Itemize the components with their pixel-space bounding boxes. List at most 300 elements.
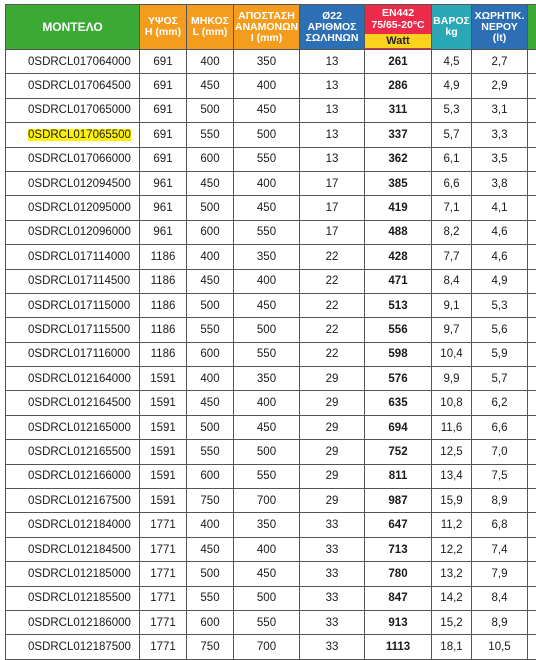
table-row xyxy=(6,196,536,220)
distance-cell xyxy=(234,440,300,464)
weight-cell xyxy=(432,513,472,537)
height-cell-value: 1591 xyxy=(150,373,176,385)
water-capacity-cell xyxy=(472,147,528,171)
table-row xyxy=(6,537,536,561)
tube-count-cell-value: 33 xyxy=(326,592,339,604)
length-cell-value: 500 xyxy=(200,568,219,580)
edge-cell xyxy=(528,342,536,366)
tube-count-cell-value: 17 xyxy=(326,178,339,190)
length-cell-value: 450 xyxy=(200,275,219,287)
water-capacity-cell xyxy=(472,586,528,610)
water-capacity-cell-value: 4,1 xyxy=(492,202,508,214)
water-capacity-cell xyxy=(472,123,528,147)
weight-cell-value: 4,5 xyxy=(444,56,460,68)
tube-count-cell-value: 13 xyxy=(326,129,339,141)
length-cell-value: 500 xyxy=(200,300,219,312)
distance-cell xyxy=(234,464,300,488)
power-cell-value: 471 xyxy=(388,275,407,287)
tube-count-cell-value: 29 xyxy=(326,495,339,507)
tube-count-cell xyxy=(300,147,365,171)
power-cell-value: 419 xyxy=(388,202,407,214)
distance-cell xyxy=(234,415,300,439)
tube-count-cell xyxy=(300,489,365,513)
height-cell xyxy=(140,440,187,464)
height-cell-value: 1186 xyxy=(151,300,176,312)
distance-cell-value: 400 xyxy=(257,544,276,556)
length-cell-value: 450 xyxy=(200,80,219,92)
distance-cell xyxy=(234,367,300,391)
table-row xyxy=(6,147,536,171)
distance-cell-value: 700 xyxy=(257,641,276,653)
table-row xyxy=(6,293,536,317)
power-cell xyxy=(365,245,432,269)
weight-cell xyxy=(432,537,472,561)
weight-cell xyxy=(432,196,472,220)
model-cell-value: 0SDRCL012164500 xyxy=(28,397,131,409)
weight-cell-value: 9,7 xyxy=(444,324,460,336)
power-cell xyxy=(365,415,432,439)
distance-cell-value: 350 xyxy=(257,56,276,68)
height-cell xyxy=(140,489,187,513)
table-row xyxy=(6,269,536,293)
table-row xyxy=(6,586,536,610)
length-cell-value: 750 xyxy=(200,641,219,653)
water-capacity-cell-value: 6,2 xyxy=(492,397,508,409)
weight-cell-value: 5,3 xyxy=(444,104,460,116)
tube-count-cell xyxy=(300,367,365,391)
tube-count-cell-value: 13 xyxy=(326,153,339,165)
length-cell-value: 450 xyxy=(200,397,219,409)
length-cell xyxy=(187,367,234,391)
height-cell-value: 961 xyxy=(153,202,172,214)
weight-cell-value: 10,8 xyxy=(440,397,462,409)
tube-count-cell xyxy=(300,293,365,317)
table-row xyxy=(6,440,536,464)
weight-cell xyxy=(432,562,472,586)
weight-cell-value: 15,2 xyxy=(440,617,462,629)
height-cell xyxy=(140,293,187,317)
length-cell xyxy=(187,220,234,244)
edge-cell xyxy=(528,537,536,561)
power-cell-value: 337 xyxy=(388,129,407,141)
header-tubes-line3: ΣΩΛΗΝΩΝ xyxy=(300,33,364,44)
length-cell-value: 450 xyxy=(200,178,219,190)
length-cell xyxy=(187,440,234,464)
length-cell xyxy=(187,50,234,74)
weight-cell xyxy=(432,342,472,366)
weight-cell xyxy=(432,293,472,317)
model-cell xyxy=(6,440,140,464)
model-cell xyxy=(6,98,140,122)
model-cell-value: 0SDRCL012164000 xyxy=(28,373,131,385)
model-cell xyxy=(6,391,140,415)
weight-cell-value: 11,2 xyxy=(441,519,463,531)
water-capacity-cell xyxy=(472,537,528,561)
distance-cell xyxy=(234,318,300,342)
table-row xyxy=(6,220,536,244)
power-cell-value: 286 xyxy=(388,80,407,92)
model-cell xyxy=(6,635,140,659)
model-cell xyxy=(6,245,140,269)
model-cell-value: 0SDRCL012166000 xyxy=(28,470,131,482)
weight-cell-value: 9,1 xyxy=(444,300,460,312)
header-water-unit: (lt) xyxy=(472,33,527,44)
edge-cell xyxy=(528,464,536,488)
power-cell xyxy=(365,196,432,220)
weight-cell-value: 4,9 xyxy=(444,80,460,92)
height-cell xyxy=(140,147,187,171)
model-cell xyxy=(6,513,140,537)
water-capacity-cell xyxy=(472,196,528,220)
weight-cell xyxy=(432,415,472,439)
length-cell-value: 600 xyxy=(200,470,219,482)
edge-cell xyxy=(528,610,536,634)
model-cell xyxy=(6,464,140,488)
distance-cell xyxy=(234,123,300,147)
edge-cell xyxy=(528,123,536,147)
water-capacity-cell-value: 8,9 xyxy=(492,617,508,629)
power-cell-value: 428 xyxy=(388,251,407,263)
edge-cell xyxy=(528,440,536,464)
power-cell xyxy=(365,123,432,147)
length-cell-value: 600 xyxy=(200,226,219,238)
power-cell-value: 261 xyxy=(388,56,407,68)
tube-count-cell xyxy=(300,610,365,634)
header-distance-unit: I (mm) xyxy=(234,33,299,44)
model-cell-value: 0SDRCL012186000 xyxy=(28,617,131,629)
distance-cell-value: 550 xyxy=(257,617,276,629)
length-cell xyxy=(187,415,234,439)
distance-cell-value: 550 xyxy=(257,470,276,482)
water-capacity-cell xyxy=(472,245,528,269)
height-cell-value: 1186 xyxy=(151,251,176,263)
tube-count-cell xyxy=(300,513,365,537)
height-cell xyxy=(140,586,187,610)
length-cell-value: 500 xyxy=(200,202,219,214)
tube-count-cell xyxy=(300,74,365,98)
header-weight xyxy=(432,5,472,50)
length-cell xyxy=(187,98,234,122)
weight-cell-value: 9,9 xyxy=(444,373,460,385)
table-row xyxy=(6,562,536,586)
tube-count-cell xyxy=(300,171,365,195)
header-distance-line1: ΑΠΟΣΤΑΣΗ xyxy=(234,11,299,22)
table-row xyxy=(6,391,536,415)
distance-cell-value: 500 xyxy=(257,446,276,458)
power-cell xyxy=(365,586,432,610)
height-cell xyxy=(140,196,187,220)
length-cell-value: 600 xyxy=(200,153,219,165)
model-cell-value: 0SDRCL012187500 xyxy=(28,641,131,653)
edge-cell xyxy=(528,147,536,171)
distance-cell-value: 450 xyxy=(257,300,276,312)
model-cell xyxy=(6,123,140,147)
weight-cell-value: 8,2 xyxy=(444,226,460,238)
edge-cell xyxy=(528,391,536,415)
table-row xyxy=(6,464,536,488)
power-cell-value: 847 xyxy=(388,592,407,604)
edge-cell xyxy=(528,50,536,74)
power-cell xyxy=(365,489,432,513)
header-weight-label: ΒΑΡΟΣ xyxy=(432,16,471,27)
header-model xyxy=(6,5,140,50)
water-capacity-cell-value: 2,9 xyxy=(492,80,508,92)
distance-cell xyxy=(234,489,300,513)
weight-cell xyxy=(432,245,472,269)
water-capacity-cell xyxy=(472,415,528,439)
radiator-spec-table xyxy=(5,4,536,660)
tube-count-cell xyxy=(300,415,365,439)
edge-cell xyxy=(528,318,536,342)
tube-count-cell xyxy=(300,123,365,147)
distance-cell xyxy=(234,171,300,195)
weight-cell xyxy=(432,269,472,293)
tube-count-cell xyxy=(300,196,365,220)
header-length-label: ΜΗΚΟΣ xyxy=(187,16,233,27)
tube-count-cell xyxy=(300,562,365,586)
distance-cell-value: 400 xyxy=(257,178,276,190)
power-cell-value: 694 xyxy=(388,422,407,434)
table-row xyxy=(6,367,536,391)
length-cell xyxy=(187,537,234,561)
table-row xyxy=(6,50,536,74)
model-cell-value: 0SDRCL012185500 xyxy=(28,592,131,604)
height-cell-value: 691 xyxy=(153,129,172,141)
edge-cell xyxy=(528,489,536,513)
height-cell-value: 1591 xyxy=(150,422,176,434)
edge-cell xyxy=(528,196,536,220)
length-cell xyxy=(187,269,234,293)
model-cell xyxy=(6,196,140,220)
table-row xyxy=(6,610,536,634)
power-cell-value: 647 xyxy=(388,519,407,531)
header-height xyxy=(140,5,187,50)
distance-cell-value: 500 xyxy=(257,324,276,336)
power-cell-value: 780 xyxy=(388,568,407,580)
header-power-conditions: 75/65-20°C xyxy=(365,19,431,31)
model-cell-value: 0SDRCL012184500 xyxy=(28,544,131,556)
length-cell xyxy=(187,464,234,488)
weight-cell-value: 12,5 xyxy=(440,446,462,458)
tube-count-cell-value: 33 xyxy=(326,641,339,653)
power-cell xyxy=(365,367,432,391)
edge-cell xyxy=(528,415,536,439)
length-cell-value: 450 xyxy=(200,544,219,556)
edge-cell xyxy=(528,74,536,98)
table-row xyxy=(6,74,536,98)
power-cell xyxy=(365,610,432,634)
length-cell xyxy=(187,74,234,98)
power-cell xyxy=(365,293,432,317)
distance-cell-value: 400 xyxy=(257,397,276,409)
water-capacity-cell xyxy=(472,98,528,122)
header-water-line1: ΧΩΡΗΤΙΚ. xyxy=(472,11,527,22)
distance-cell xyxy=(234,610,300,634)
model-cell xyxy=(6,50,140,74)
weight-cell xyxy=(432,610,472,634)
length-cell xyxy=(187,123,234,147)
power-cell-value: 385 xyxy=(388,178,407,190)
height-cell-value: 1771 xyxy=(150,544,176,556)
water-capacity-cell-value: 6,8 xyxy=(492,519,508,531)
water-capacity-cell-value: 7,5 xyxy=(492,470,508,482)
weight-cell xyxy=(432,147,472,171)
table-row xyxy=(6,635,536,659)
height-cell-value: 1591 xyxy=(150,446,176,458)
header-height-unit: H (mm) xyxy=(140,27,186,38)
model-cell xyxy=(6,293,140,317)
weight-cell xyxy=(432,50,472,74)
distance-cell-value: 400 xyxy=(257,80,276,92)
height-cell xyxy=(140,74,187,98)
weight-cell xyxy=(432,98,472,122)
tube-count-cell xyxy=(300,342,365,366)
power-cell xyxy=(365,269,432,293)
model-cell-value: 0SDRCL017065500 xyxy=(28,129,131,141)
weight-cell-value: 12,2 xyxy=(440,544,462,556)
tube-count-cell-value: 33 xyxy=(326,617,339,629)
distance-cell xyxy=(234,513,300,537)
power-cell xyxy=(365,440,432,464)
distance-cell xyxy=(234,269,300,293)
water-capacity-cell-value: 5,3 xyxy=(492,300,508,312)
distance-cell xyxy=(234,74,300,98)
water-capacity-cell xyxy=(472,440,528,464)
header-water-capacity xyxy=(472,5,528,50)
height-cell-value: 1186 xyxy=(151,275,176,287)
distance-cell xyxy=(234,50,300,74)
weight-cell xyxy=(432,635,472,659)
height-cell xyxy=(140,342,187,366)
header-power-output xyxy=(365,5,432,50)
height-cell xyxy=(140,318,187,342)
tube-count-cell-value: 22 xyxy=(326,275,339,287)
distance-cell-value: 500 xyxy=(257,129,276,141)
water-capacity-cell-value: 4,9 xyxy=(492,275,508,287)
length-cell-value: 600 xyxy=(200,348,219,360)
height-cell xyxy=(140,562,187,586)
length-cell-value: 500 xyxy=(200,422,219,434)
power-cell xyxy=(365,220,432,244)
tube-count-cell-value: 22 xyxy=(326,324,339,336)
tube-count-cell-value: 13 xyxy=(326,104,339,116)
header-length xyxy=(187,5,234,50)
height-cell-value: 691 xyxy=(153,153,172,165)
tube-count-cell xyxy=(300,269,365,293)
edge-cell xyxy=(528,220,536,244)
power-cell-value: 598 xyxy=(388,348,407,360)
model-cell xyxy=(6,74,140,98)
distance-cell xyxy=(234,196,300,220)
header-model-label: ΜΟΝΤΕΛΟ xyxy=(42,20,102,34)
height-cell-value: 691 xyxy=(153,104,172,116)
model-cell xyxy=(6,537,140,561)
distance-cell-value: 450 xyxy=(257,104,276,116)
distance-cell xyxy=(234,391,300,415)
model-cell-value: 0SDRCL017064000 xyxy=(28,56,131,68)
tube-count-cell xyxy=(300,318,365,342)
length-cell xyxy=(187,610,234,634)
tube-count-cell xyxy=(300,464,365,488)
water-capacity-cell xyxy=(472,513,528,537)
tube-count-cell-value: 33 xyxy=(326,544,339,556)
table-row xyxy=(6,489,536,513)
power-cell xyxy=(365,318,432,342)
table-row xyxy=(6,318,536,342)
header-tubes-line2: ΑΡΙΘΜΟΣ xyxy=(300,22,364,33)
water-capacity-cell xyxy=(472,391,528,415)
power-cell-value: 1113 xyxy=(386,641,410,653)
model-cell-value: 0SDRCL012185000 xyxy=(28,568,131,580)
model-cell xyxy=(6,489,140,513)
weight-cell xyxy=(432,123,472,147)
weight-cell-value: 18,1 xyxy=(440,641,462,653)
height-cell-value: 691 xyxy=(153,80,172,92)
table-body xyxy=(6,50,536,660)
model-cell-value: 0SDRCL017064500 xyxy=(28,80,131,92)
edge-cell xyxy=(528,245,536,269)
power-cell-value: 488 xyxy=(388,226,407,238)
header-power-standard: EN442 xyxy=(365,7,431,19)
water-capacity-cell-value: 7,9 xyxy=(492,568,508,580)
tube-count-cell xyxy=(300,98,365,122)
table-row xyxy=(6,245,536,269)
header-edge-column xyxy=(528,5,536,50)
header-distance-line2: ΑΝΑΜΟΝΩΝ xyxy=(234,22,299,33)
header-tube-count xyxy=(300,5,365,50)
model-cell-value: 0SDRCL017065000 xyxy=(28,104,131,116)
water-capacity-cell xyxy=(472,342,528,366)
distance-cell-value: 450 xyxy=(257,568,276,580)
height-cell-value: 1591 xyxy=(150,397,176,409)
distance-cell-value: 550 xyxy=(257,348,276,360)
distance-cell xyxy=(234,98,300,122)
weight-cell xyxy=(432,171,472,195)
distance-cell xyxy=(234,147,300,171)
power-cell-value: 713 xyxy=(388,544,407,556)
model-cell-value: 0SDRCL012165000 xyxy=(28,422,131,434)
water-capacity-cell xyxy=(472,269,528,293)
distance-cell xyxy=(234,293,300,317)
weight-cell-value: 13,2 xyxy=(440,568,462,580)
water-capacity-cell xyxy=(472,293,528,317)
power-cell-value: 513 xyxy=(388,300,407,312)
distance-cell-value: 450 xyxy=(257,202,276,214)
power-cell xyxy=(365,635,432,659)
length-cell xyxy=(187,245,234,269)
height-cell xyxy=(140,220,187,244)
table-row xyxy=(6,513,536,537)
header-length-unit: L (mm) xyxy=(187,27,233,38)
length-cell xyxy=(187,318,234,342)
edge-cell xyxy=(528,562,536,586)
water-capacity-cell xyxy=(472,489,528,513)
height-cell xyxy=(140,513,187,537)
length-cell xyxy=(187,513,234,537)
distance-cell-value: 500 xyxy=(257,592,276,604)
height-cell xyxy=(140,50,187,74)
power-cell-value: 576 xyxy=(388,373,407,385)
height-cell-value: 1771 xyxy=(150,641,176,653)
model-cell-value: 0SDRCL012165500 xyxy=(28,446,131,458)
water-capacity-cell xyxy=(472,171,528,195)
water-capacity-cell-value: 7,0 xyxy=(492,446,508,458)
water-capacity-cell-value: 3,1 xyxy=(492,104,508,116)
weight-cell-value: 13,4 xyxy=(440,470,462,482)
power-cell-value: 311 xyxy=(389,104,408,116)
distance-cell-value: 550 xyxy=(257,153,276,165)
power-cell xyxy=(365,342,432,366)
